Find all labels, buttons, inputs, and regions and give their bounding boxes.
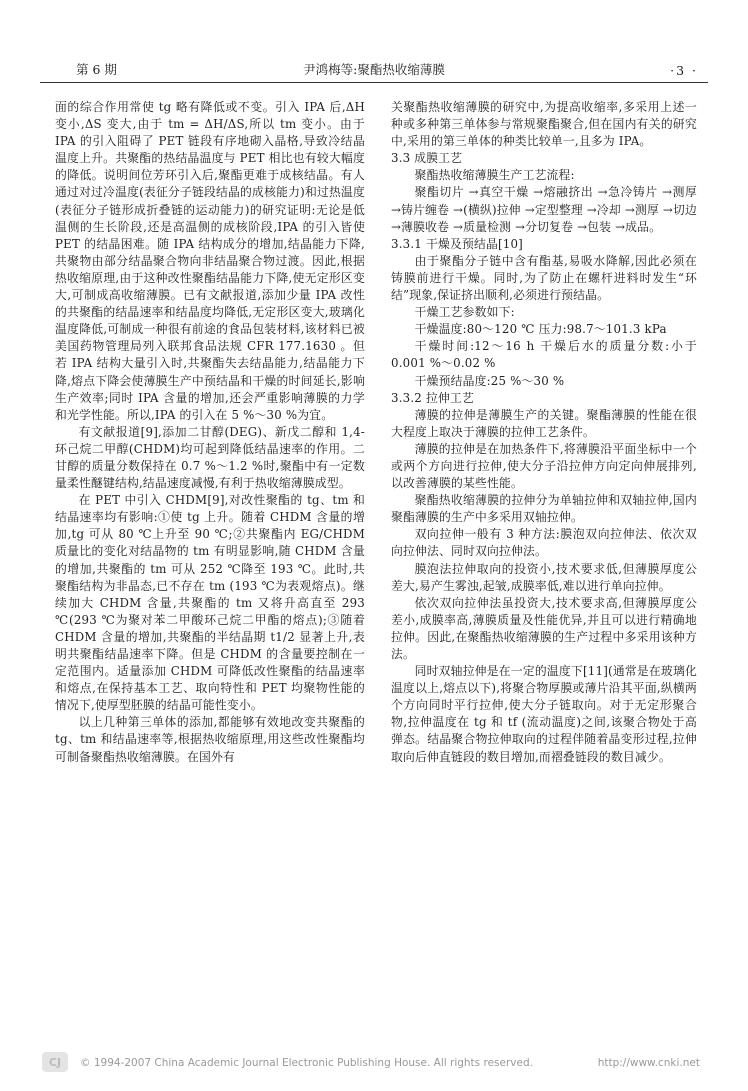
section-heading: 关聚酯热收缩薄膜的研究中,为提高收缩率,多采用上述一种或多种第三单体参与常规聚酯聚合,但在国内有关的研究中,采用的第三单体的种类比较单一,且多为 IPA。: [391, 100, 697, 149]
paragraph: 干燥温度:80～120 ℃ 压力:98.7～101.3 kPa: [414, 322, 667, 337]
paragraph: 膜泡法拉伸取向的投资小,技术要求低,但薄膜厚度公差大,易产生雾浊,起皱,成膜率低,难以进行单向拉伸。: [391, 561, 697, 593]
section-heading: 3.3.1 干燥及预结晶[10]: [391, 236, 523, 251]
paragraph: 薄膜的拉伸是薄膜生产的关键。聚酯薄膜的性能在很大程度上取决于薄膜的拉伸工艺条件。: [391, 407, 697, 439]
issue-number: 第 6 期: [76, 62, 117, 77]
paragraph: 以上几种第三单体的添加,都能够有效地改变共聚酯的 tg、tm 和结晶速率等,根据热收缩原理,用这些改性聚酯均可制备聚酯热收缩薄膜。在国外有: [55, 715, 365, 764]
paragraph: 有文献报道[9],添加二甘醇(DEG)、新戊二醇和 1,4-环己烷二甲醇(CHDM)均可起到降低结晶速率的作用。二甘醇的质量分数保持在 0.7 %～1.2 %时,聚酯中有一定数量柔性醚键结构,结晶速度减慢,有利于热收缩薄膜成型。: [55, 424, 365, 491]
running-header: [40, 60, 708, 83]
paragraph: 聚酯热收缩薄膜生产工艺流程:: [414, 168, 575, 183]
left-column: [55, 99, 365, 766]
paragraph: 聚酯热收缩薄膜的拉伸分为单轴拉伸和双轴拉伸,国内聚酯薄膜的生产中多采用双轴拉伸。: [391, 493, 697, 525]
paragraph: 在 PET 中引入 CHDM[9],对改性聚酯的 tg、tm 和结晶速率均有影响:①使 tg 上升。随着 CHDM 含量的增加,tg 可从 80 ℃上升至 90 ℃;②共聚酯内 EG/CHDM 质量比的变化对结晶物的 tm 有明显影响,随 CHDM 含量的增加,共聚酯的 tm 可从 252 ℃降至 193 ℃。此时,共聚酯结构为非晶态,已不存在 tm (193 ℃为表观熔点)。继续加大 CHDM 含量,共聚酯的 tm 又将升高直至 293 ℃(293 ℃为聚对苯二甲酸环己烷二甲酯的熔点);③随着 CHDM 含量的增加,共聚酯的半结晶期 t1/2 显著上升,表明共聚酯结晶速率下降。但是 CHDM 的含量要控制在一定范围内。适量添加 CHDM 可降低改性聚酯的结晶速率和熔点,在保持基本工艺、取向特性和 PET 均聚物性能的情况下,使厚型胚膜的结晶可能性变小。: [55, 493, 365, 713]
right-column: [391, 99, 697, 766]
page-number: ·3 ·: [670, 63, 698, 78]
section-heading: 3.3.2 拉伸工艺: [391, 390, 474, 405]
publisher-logo: CJ: [42, 1052, 68, 1072]
section-heading: 3.3 成膜工艺: [391, 151, 463, 166]
page-footer: [40, 1050, 708, 1076]
paragraph: 同时双轴拉伸是在一定的温度下[11](通常是在玻璃化温度以上,熔点以下),将聚合物厚膜或薄片沿其平面,纵横两个方向同时平行拉伸,使大分子链取向。对于无定形聚合物,拉伸温度在 tg 和 tf (流动温度)之间,该聚合物处于高弹态。结晶聚合物拉伸取向的过程伴随着晶变形过程,拉伸取向后伸直链段的数目增加,而褶叠链段的数目减少。: [391, 664, 697, 764]
paragraph: 由于聚酯分子链中含有酯基,易吸水降解,因此必须在铸膜前进行干燥。同时,为了防止在螺杆进料时发生“环结”现象,保证挤出顺利,必须进行预结晶。: [391, 253, 697, 303]
copyright-notice: © 1994-2007 China Academic Journal Electronic Publishing House. All rights reserved.: [80, 1057, 533, 1069]
paragraph: 聚酯切片 →真空干燥 →熔融挤出 →急冷铸片 →测厚 →铸片缠卷 →(横纵)拉伸 →定型整理 →冷却 →测厚 →切边 →薄膜收卷 →质量检测 →分切复卷 →包装 →成品。: [391, 185, 697, 234]
paragraph: 依次双向拉伸法虽投资大,技术要求高,但薄膜厚度公差小,成膜率高,薄膜质量及性能优异,并且可以进行精确地拉伸。因此,在聚酯热收缩薄膜的生产过程中多采用该种方法。: [391, 595, 697, 661]
paragraph: 干燥工艺参数如下:: [414, 305, 515, 320]
paragraph: 干燥时间:12～16 h 干燥后水的质量分数:小于 0.001 %～0.02 %: [391, 339, 697, 371]
paragraph: 薄膜的拉伸是在加热条件下,将薄膜沿平面坐标中一个或两个方向进行拉伸,使大分子沿拉伸方向定向伸展排列,以改善薄膜的某些性能。: [391, 441, 697, 491]
website-link[interactable]: http://www.cnki.net: [597, 1057, 700, 1069]
paragraph: 面的综合作用常使 tg 略有降低或不变。引入 IPA 后,ΔH 变小,ΔS 变大,由于 tm = ΔH/ΔS,所以 tm 变小。由于 IPA 的引入阻碍了 PET 链段有序地砌入晶格,导致冷结晶温度上升。共聚酯的热结晶温度与 PET 相比也有较大幅度的降低。说明间位芳环引入后,聚酯更难于成核结晶。有人通过对过冷温度(表征分子链段结晶的成核能力)和过热温度(表征分子链形成折叠链的运动能力)的研究证明:无论是低温侧的生长阶段,还是高温侧的成核阶段,IPA 的引入皆使 PET 的结晶困难。随 IPA 结构成分的增加,结晶能力下降,共聚物由部分结晶聚合物向非结晶聚合物过渡。因此,根据热收缩原理,由于这种改性聚酯结晶能力下降,使无定形区变大,可制成高收缩薄膜。已有文献报道,添加少量 IPA 改性的共聚酯的结晶速率和结晶度均降低,无定形区变大,玻璃化温度降低,可制成一种很有前途的食品包装材料,该材料已被美国药物管理局列入联邦食品法规 CFR 177.1630 。但若 IPA 结构大量引入时,共聚酯失去结晶能力,结晶能力下降,熔点下降会使薄膜生产中预结晶和干燥的时间延长,影响生产效率;同时 IPA 含量的增加,还会严重影响薄膜的力学和光学性能。所以,IPA 的引入在 5 %～30 %为宜。: [55, 100, 365, 422]
running-title: 尹鸿梅等:聚酯热收缩薄膜: [303, 62, 445, 77]
paragraph: 双向拉伸一般有 3 种方法:膜泡双向拉伸法、依次双向拉伸法、同时双向拉伸法。: [391, 527, 697, 559]
paragraph: 干燥预结晶度:25 %～30 %: [414, 373, 565, 388]
